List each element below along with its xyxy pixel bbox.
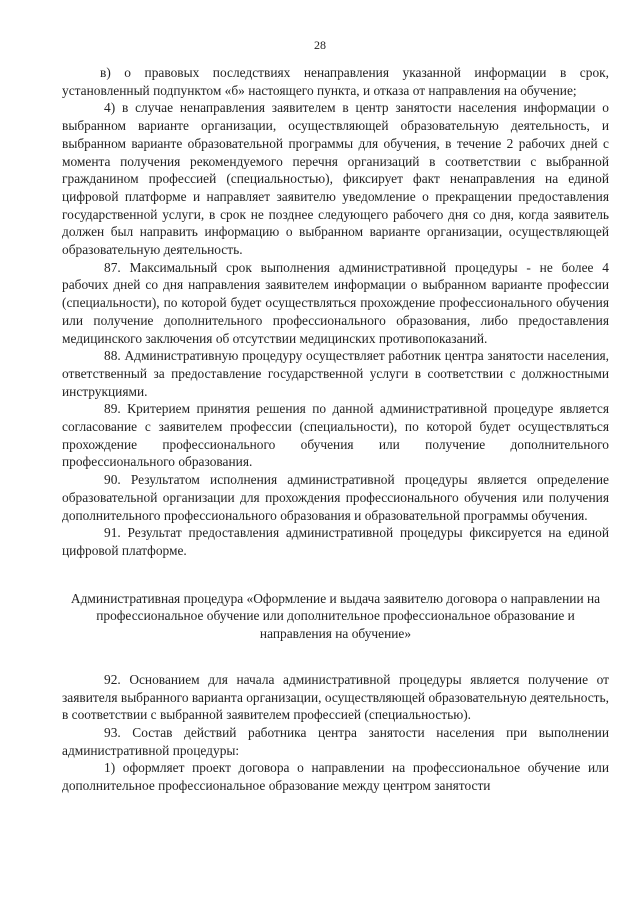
paragraph-item-4: 4) в случае ненаправления заявителем в центр занятости населения информации о выбранном варианте организации, осуществляющей образовательную деятельность, и выбранном варианте образовательной программы для обучения, в течение 2 рабочих дней с момента получения рекомендуемого перечня организаций в соответствии с выбранной гражданином профессией (специальностью), фиксирует факт ненаправления на единой цифровой платформе и направляет заявителю уведомление о прекращении предоставления государственной услуги, в срок не позднее следующего рабочего дня со дня, когда заявитель должен был направить информацию о выбранном варианте организации, осуществляющей образовательную деятельность. <box>62 100 609 258</box>
paragraph-subitem-v: в) о правовых последствиях ненаправления указанной информации в срок, установленный подпунктом «б» настоящего пункта, и отказа от направления на обучение; <box>62 65 609 98</box>
paragraph-92: 92. Основанием для начала административной процедуры является получение от заявителя выбранного варианта организации, осуществляющей образовательную деятельность, в соответствии с выбранной заявителем профессией (специальностью). <box>62 671 609 723</box>
paragraph-93: 93. Состав действий работника центра занятости населения при выполнении административной процедуры: <box>62 724 609 758</box>
paragraph-87: 87. Максимальный срок выполнения административной процедуры - не более 4 рабочих дней со дня направления заявителем информации о выбранном варианте профессии (специальности), по которой будет осуществляться прохождение профессионального обучения или получение дополнительного профессионального образования, либо предоставления медицинского заключения об отсутствии медицинских противопоказаний. <box>62 259 609 346</box>
paragraph-89: 89. Критерием принятия решения по данной административной процедуре является согласование с заявителем профессии (специальности), по которой будет осуществляться прохождение профессионального обучения или получение дополнительного профессионального образования. <box>62 401 609 470</box>
section-heading: Административная процедура «Оформление и выдача заявителю договора о направлении на профессиональное обучение или дополнительное профессиональное образование и направления на обучение» <box>70 590 601 642</box>
document-body <box>62 64 609 795</box>
paragraph-93-item-1: 1) оформляет проект договора о направлении на профессиональное обучение или дополнительное профессиональное образование между центром занятости <box>62 760 609 794</box>
page-number: 28 <box>314 38 326 52</box>
paragraph-88: 88. Административную процедуру осуществляет работник центра занятости населения, ответственный за предоставление государственной услуги в соответствии с должностными инструкциями. <box>62 348 609 399</box>
paragraph-91: 91. Результат предоставления административной процедуры фиксируется на единой цифровой платформе. <box>62 525 609 558</box>
paragraph-90: 90. Результатом исполнения административной процедуры является определение образовательной организации для прохождения профессионального обучения или получения дополнительного профессионального образования и образовательной программы обучения. <box>62 472 609 523</box>
